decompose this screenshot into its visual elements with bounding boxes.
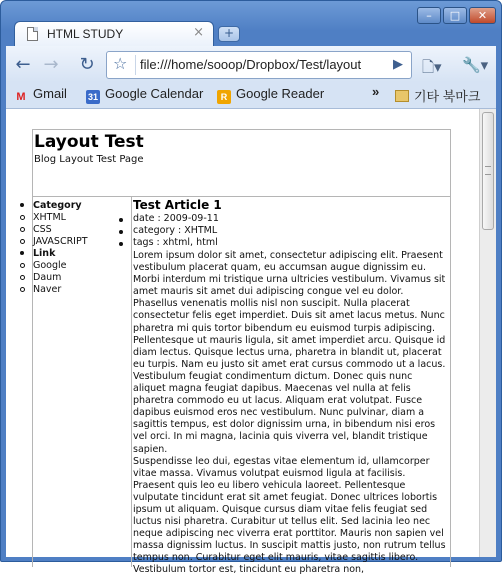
tab-strip [0,0,504,44]
tab-close-icon[interactable]: × [193,25,204,40]
go-icon[interactable]: ▶ [393,57,403,72]
bookmark-gmail-label: Gmail [33,86,67,101]
page-subtitle: Blog Layout Test Page [34,154,144,165]
tab-html-study[interactable] [14,21,214,47]
page-icon [27,27,38,41]
vertical-scrollbar[interactable] [479,109,496,557]
bookmark-calendar-label: Google Calendar [105,86,204,101]
bookmark-google-calendar[interactable] [86,86,203,104]
article-paragraph: Suspendisse leo dui, egestas vitae elementum id, ullamcorper vitae massa. Vivamus volutpat euismod ligula at facilisis. Praesent quis leo eu libero vehicula laoreet. Pellentesque vulputate tincidunt erat sit amet feugiat. Donec ultrices lobortis ipsum ut aliquam. Quisque cursus diam vitae felis feugiat sed luctus nisi pharetra. Curabitur ut tellus elit. Sed lacinia leo nec neque adipiscing nec viverra erat porttitor. Mauris non sapien vel massa dignissim luctus. In suscipit mattis justo, non rutrum tellus tempus non. Curabitur eget elit mauris, vitae sagittis libero. Vestibulum tortor est, tincidunt eu pharetra non, [133,455,446,576]
sidebar-heading: Link [33,248,88,260]
article-title: Test Article 1 [133,198,222,212]
back-arrow-icon[interactable]: ← [15,54,31,75]
sidebar-link[interactable]: JAVASCRIPT [33,236,88,247]
sidebar-list [33,200,88,296]
calendar-icon: 31 [87,92,98,102]
main-content [132,197,451,576]
article-meta-item: date : 2009-09-11 [133,213,219,224]
sidebar-link[interactable]: XHTML [33,212,88,224]
bookmark-google-reader[interactable] [217,86,324,104]
article-meta-item: category : XHTML [133,225,218,236]
article-paragraph: Lorem ipsum dolor sit amet, consectetur adipiscing elit. Praesent vestibulum placerat quam, eu accumsan augue dignissim eu. Morbi interdum mi tristique urna ultricies vestibulum. Vivamus sit amet mauris sit amet dui adipiscing congue vel eu dolor. Phasellus venenatis mollis nisl non suscipit. Nulla placerat consectetur felis eget imperdiet. Duis sit amet lacus metus. Nunc pharetra mi quis tortor bibendum eu euismod turpis adipiscing. Pellentesque ut mauris ligula, sit amet imperdiet arcu. Quisque id diam lectus. Quisque lectus urna, pharetra in blandit ut, placerat eu turpis. Nam eu justo sit amet erat cursus commodo ut a lacus. Vestibulum feugiat condimentum dictum. Donec quis nunc aliquet magna feugiat dapibus. Maecenas vel nulla at felis pharetra commodo eu ut lacus. Aliquam erat volutpat. Fusce dapibus euismod eros nec vestibulum. Nunc pulvinar, diam a sagittis tempus, est dolor dignissim urna, in bibendum nisi eros vel orci. In mi magna, lacinia quis viverra vel, blandit tristique sapien. [133,250,446,455]
close-window-button[interactable]: ✕ [469,7,496,24]
forward-arrow-icon[interactable]: → [43,54,59,75]
minimize-button[interactable]: – [417,7,441,24]
bookmarks-overflow-icon[interactable]: » [372,84,380,99]
sidebar [32,197,132,567]
tab-title: HTML STUDY [47,27,124,41]
bookmark-reader-label: Google Reader [236,86,325,101]
article-body [133,250,448,577]
page-viewport [6,109,479,576]
bookmark-gmail[interactable] [14,86,67,104]
other-bookmarks-folder[interactable] [395,86,480,105]
navigation-toolbar [6,46,496,82]
article-meta [133,213,219,249]
article-meta-item: tags : xhtml, html [133,237,218,248]
url-text[interactable]: file:///home/sooop/Dropbox/Test/layout [140,57,362,72]
folder-icon [395,90,409,102]
page-title: Layout Test [34,132,144,152]
bookmark-star-icon[interactable]: ☆ [113,54,128,73]
sidebar-link[interactable]: Daum [33,272,88,284]
sidebar-link[interactable]: CSS [33,224,88,236]
bookmarks-bar [6,82,496,109]
wrench-menu-icon[interactable]: 🔧▾ [462,56,489,74]
reader-icon: R [217,90,231,104]
scrollbar-thumb[interactable] [482,112,494,230]
page-header [32,129,451,197]
address-bar[interactable] [106,51,412,79]
other-bookmarks-label: 기타 북마크 [414,89,481,104]
sidebar-link[interactable]: Naver [33,284,88,296]
new-tab-button[interactable]: + [218,26,240,42]
gmail-icon: M [16,91,26,103]
sidebar-link[interactable]: Google [33,260,88,272]
sidebar-heading: Category [33,200,88,212]
maximize-button[interactable]: □ [443,7,467,24]
address-divider [135,55,136,75]
reload-icon[interactable]: ↻ [79,54,95,75]
page-menu-icon[interactable]: 🗋▾ [422,58,442,76]
